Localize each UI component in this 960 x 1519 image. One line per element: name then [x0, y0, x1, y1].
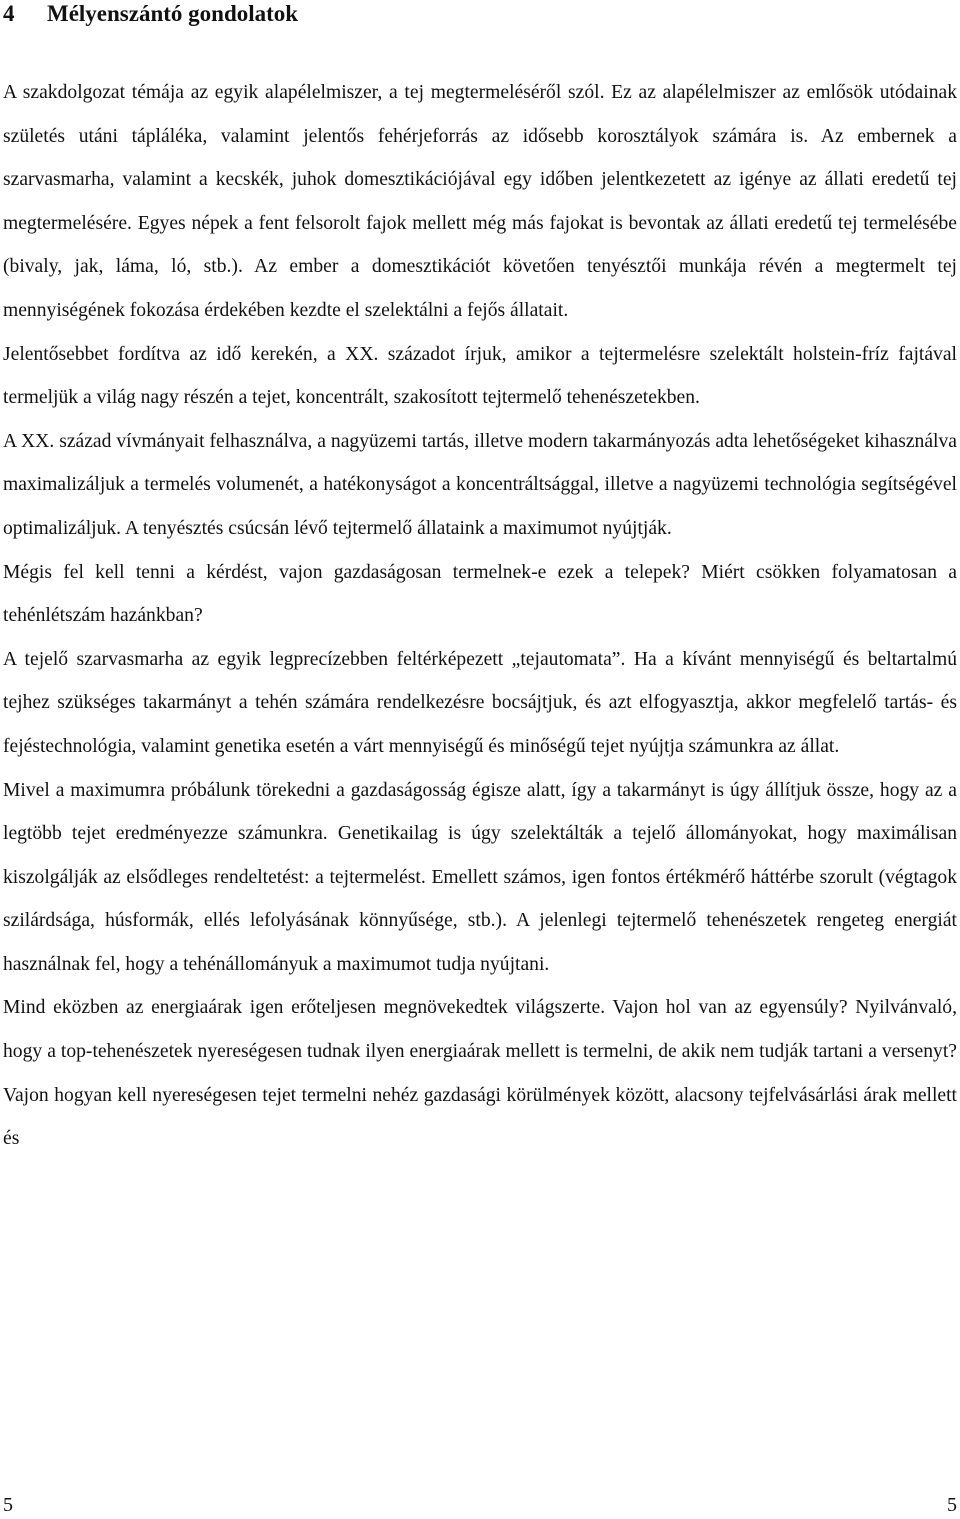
chapter-number: 4: [3, 1, 15, 26]
paragraph-5: A tejelő szarvasmarha az egyik legprecízebben feltérképezett „tejautomata”. Ha a kívánt mennyiségű és beltartalmú tejhez szükséges takarmányt a tehén számára rendelkezésre bocsájtjuk, és azt elfogyasztja, akkor megfelelő tartás- és fejéstechnológia, valamint genetika esetén a várt mennyiségű és minőségű tejet nyújtja számunkra az állat.: [3, 648, 957, 757]
paragraph-2: Jelentősebbet fordítva az idő kerekén, a XX. századot írjuk, amikor a tejtermelésre szelektált holstein-fríz fajtával termeljük a világ nagy részén a tejet, koncentrált, szakosított tejtermelő tehenészetekben.: [3, 343, 957, 409]
paragraph-6: Mivel a maximumra próbálunk törekedni a gazdaságosság égisze alatt, így a takarmányt is úgy állítjuk össze, hogy az a legtöbb tejet eredményezze számunkra. Genetikailag is úgy szelektálták a tejelő állományokat, hogy maximálisan kiszolgálják az elsődleges rendeltetést: a tejtermelést. Emellett számos, igen fontos értékmérő háttérbe szorult (végtagok szilárdsága, húsformák, ellés lefolyásának könnyűsége, stb.). A jelenlegi tejtermelő tehenészetek rengeteg energiát használnak fel, hogy a tehénállományuk a maximumot tudja nyújtani.: [3, 779, 957, 975]
chapter-body: [3, 71, 957, 1161]
page-number-right: 5: [947, 1494, 957, 1516]
paragraph-7: Mind eközben az energiaárak igen erőteljesen megnövekedtek világszerte. Vajon hol van az egyensúly? Nyilvánvaló, hogy a top-tehenészetek nyereségesen tudnak ilyen energiaárak mellett is termelni, de akik nem tudják tartani a versenyt? Vajon hogyan kell nyereségesen tejet termelni nehéz gazdasági körülmények között, alacsony tejfelvásárlási árak mellett és: [3, 997, 957, 1150]
paragraph-1: A szakdolgozat témája az egyik alapélelmiszer, a tej megtermeléséről szól. Ez az alapélelmiszer az emlősök utódainak születés utáni tápláléka, valamint jelentős fehérjeforrás az idősebb korosztályok számára is. Az embernek a szarvasmarha, valamint a kecskék, juhok domesztikációjával egy időben jelentkezetett az igénye az állati eredetű tej megtermelésére. Egyes népek a fent felsorolt fajok mellett még más fajokat is bevontak az állati eredetű tej termelésébe (bivaly, jak, láma, ló, stb.). Az ember a domesztikációt követően tenyésztői munkája révén a megtermelt tej mennyiségének fokozása érdekében kezdte el szelektálni a fejős állatait.: [3, 82, 957, 321]
chapter-heading: [3, 0, 298, 28]
paragraph-4: Mégis fel kell tenni a kérdést, vajon gazdaságosan termelnek-e ezek a telepek? Miért csökken folyamatosan a tehénlétszám hazánkban?: [3, 561, 957, 627]
paragraph-3: A XX. század vívmányait felhasználva, a nagyüzemi tartás, illetve modern takarmányozás adta lehetőségeket kihasználva maximalizáljuk a termelés volumenét, a hatékonyságot a koncentráltsággal, illetve a nagyüzemi technológia segítségével optimalizáljuk. A tenyésztés csúcsán lévő tejtermelő állataink a maximumot nyújtják.: [3, 430, 957, 539]
page-number-left: 5: [3, 1494, 13, 1516]
chapter-title: Mélyenszántó gondolatok: [47, 1, 299, 26]
